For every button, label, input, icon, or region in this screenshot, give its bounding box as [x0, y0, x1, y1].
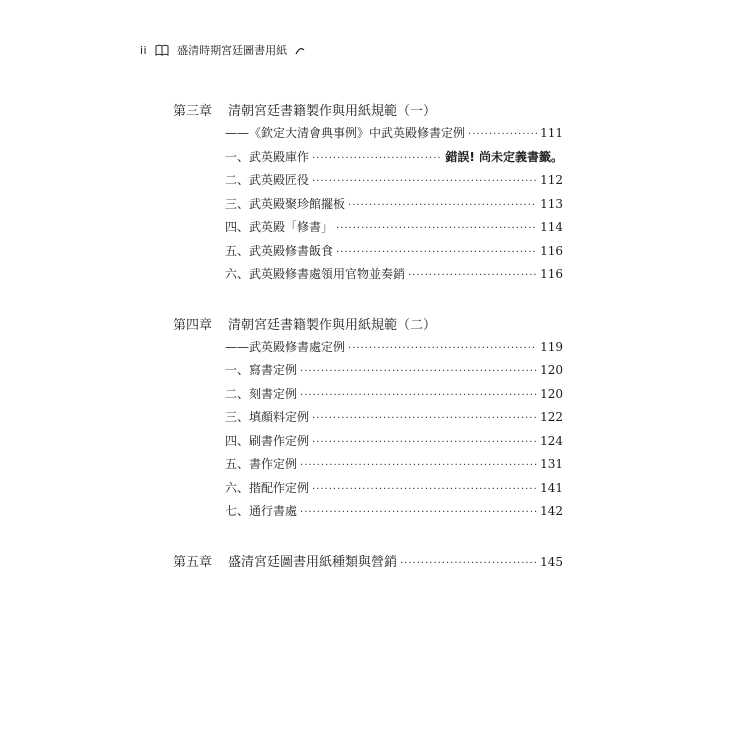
chapter-heading[interactable] [173, 314, 563, 338]
chapter-heading[interactable] [173, 100, 563, 124]
entry-page: 141 [540, 480, 563, 495]
chapter-number: 第五章 [173, 554, 213, 570]
entry-page: 119 [540, 339, 563, 354]
toc-entry[interactable] [173, 432, 563, 456]
dot-leader [348, 343, 537, 354]
entry-page: 120 [540, 386, 563, 401]
entry-page: 122 [540, 410, 563, 424]
dot-leader [400, 558, 537, 569]
entry-page: 142 [540, 504, 563, 518]
book-icon [155, 44, 169, 56]
entry-page: 112 [540, 173, 563, 187]
entry-page: 124 [540, 433, 563, 448]
toc-entry[interactable] [173, 455, 563, 479]
entry-label: 二、武英殿匠役 [225, 173, 310, 187]
dot-leader [312, 437, 537, 448]
dot-leader [300, 507, 537, 518]
chapter-number: 第四章 [173, 317, 213, 333]
dot-leader [300, 366, 537, 377]
dot-leader [312, 153, 442, 164]
entry-label: 六、揩配作定例 [225, 480, 310, 495]
entry-label: 七、通行書處 [225, 504, 298, 518]
entry-page: 120 [540, 363, 563, 377]
toc-entry[interactable] [173, 242, 563, 266]
toc-entry[interactable] [173, 195, 563, 219]
entry-label: 三、武英殿聚珍館擺板 [225, 196, 346, 211]
entry-page: 113 [540, 196, 563, 211]
entry-label: 一、寫書定例 [225, 363, 298, 377]
dot-leader [312, 176, 537, 187]
chapter-subtitle-entry[interactable] [173, 338, 563, 362]
toc-entry[interactable] [173, 148, 563, 172]
bookmark-error-text: 錯誤! 尚未定義書籤。 [445, 149, 563, 164]
dot-leader [336, 247, 537, 258]
chapter-title: 清朝宮廷書籍製作與用紙規範（二） [228, 317, 437, 333]
entry-page: 116 [540, 243, 563, 258]
dot-leader [408, 270, 537, 281]
toc-entry[interactable] [173, 502, 563, 526]
chapter-subtitle-entry[interactable] [173, 124, 563, 148]
entry-label: 一、武英殿庫作 [225, 149, 310, 164]
dot-leader [336, 223, 537, 234]
entry-label: 四、武英殿「修書」 [225, 220, 334, 234]
dot-leader [312, 484, 537, 495]
entry-page: 111 [540, 126, 563, 140]
toc-entry[interactable] [173, 171, 563, 195]
entry-label: 三、填顏料定例 [225, 410, 310, 424]
swash-ornament-icon [295, 45, 305, 55]
chapter-5 [173, 551, 563, 575]
chapter-4 [173, 314, 563, 526]
entry-page: 114 [540, 220, 563, 234]
toc-entry[interactable] [173, 265, 563, 289]
dot-leader [312, 413, 537, 424]
dot-leader [300, 460, 537, 471]
table-of-contents [173, 100, 563, 600]
header-title: 盛清時期宮廷圖書用紙 [177, 44, 288, 57]
entry-page: 131 [540, 457, 563, 471]
entry-page: 145 [540, 554, 563, 569]
toc-entry[interactable] [173, 479, 563, 503]
entry-label: 六、武英殿修書處領用官物並奏銷 [225, 267, 406, 281]
dot-leader [468, 129, 537, 140]
dot-leader [300, 390, 537, 401]
entry-label: 五、書作定例 [225, 457, 298, 471]
entry-label: 四、刷書作定例 [225, 433, 310, 448]
toc-entry[interactable] [173, 218, 563, 242]
entry-label: 二、刻書定例 [225, 386, 298, 401]
entry-label: 五、武英殿修書飯食 [225, 243, 334, 258]
entry-page: 116 [540, 267, 563, 281]
toc-entry[interactable] [173, 385, 563, 409]
entry-label: ——《欽定大清會典事例》中武英殿修書定例 [225, 126, 466, 140]
toc-entry[interactable] [173, 408, 563, 432]
page-number: ii [140, 43, 148, 57]
entry-label: ——武英殿修書處定例 [225, 339, 346, 354]
chapter-3 [173, 100, 563, 289]
toc-entry[interactable] [173, 361, 563, 385]
running-header [140, 40, 305, 60]
chapter-heading[interactable] [173, 551, 563, 575]
dot-leader [348, 200, 537, 211]
chapter-title: 清朝宮廷書籍製作與用紙規範（一） [228, 104, 437, 119]
chapter-number: 第三章 [173, 104, 213, 119]
chapter-title: 盛清宮廷圖書用紙種類與營銷 [228, 554, 398, 570]
